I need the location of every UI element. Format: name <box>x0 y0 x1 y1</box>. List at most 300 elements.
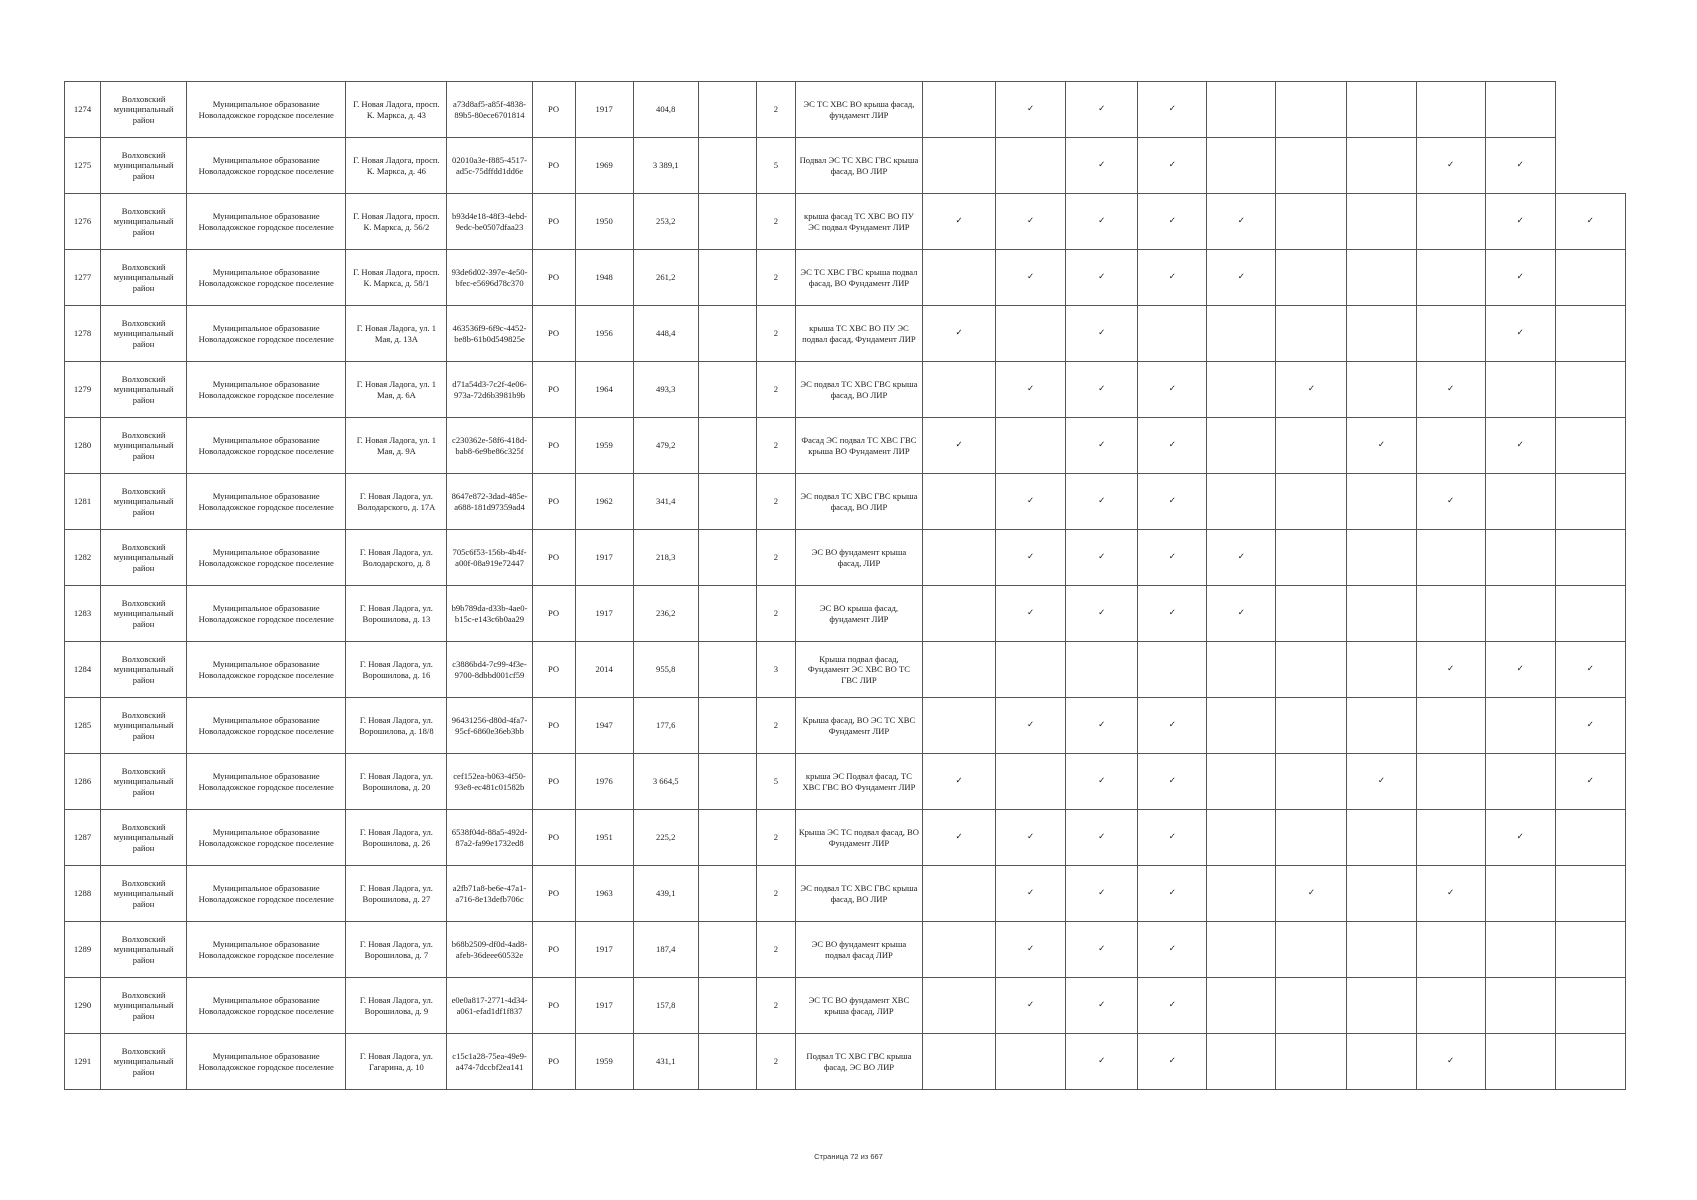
municipality-cell: Муниципальное образование Новоладожское городское поселение <box>187 866 346 922</box>
district-cell: Волховский муниципальный район <box>101 418 187 474</box>
checkmark-icon: ✓ <box>1098 328 1106 339</box>
checkmark-icon: ✓ <box>1307 384 1316 395</box>
checkmark-icon: ✓ <box>1516 440 1524 451</box>
checkmark-icon: ✓ <box>1168 160 1176 171</box>
district-cell: Волховский муниципальный район <box>101 82 187 138</box>
ownership-cell: РО <box>532 978 575 1034</box>
work-check-cell-9 <box>1485 82 1555 138</box>
work-check-cell-2 <box>996 530 1066 586</box>
checkmark-icon: ✓ <box>955 440 963 451</box>
work-check-cell-7 <box>1347 418 1416 474</box>
work-check-cell-8 <box>1416 474 1485 530</box>
work-check-cell-5 <box>1207 586 1276 642</box>
work-check-cell-4 <box>1138 922 1207 978</box>
works-cell: Крыша подвал фасад, Фундамент ЭС ХВС ВО ТС ГВС ЛИР <box>795 642 922 698</box>
work-check-cell-1 <box>923 194 996 250</box>
work-check-cell-4 <box>1138 866 1207 922</box>
row-number: 1290 <box>65 978 101 1034</box>
table-row <box>65 362 1626 418</box>
row-number: 1281 <box>65 474 101 530</box>
checkmark-icon: ✓ <box>1168 104 1176 115</box>
work-check-cell-10 <box>1555 306 1625 362</box>
work-check-cell-7 <box>1347 530 1416 586</box>
municipality-cell: Муниципальное образование Новоладожское городское поселение <box>187 250 346 306</box>
year-cell: 2014 <box>575 642 633 698</box>
work-check-cell-3 <box>1066 698 1138 754</box>
work-check-cell-4 <box>1138 306 1207 362</box>
work-check-cell-8 <box>1416 530 1485 586</box>
floors-cell: 2 <box>756 810 795 866</box>
work-check-cell-7 <box>1347 474 1416 530</box>
work-check-cell-1 <box>923 306 996 362</box>
building-id-cell: c15c1a28-75ea-49e9-a474-7dccbf2ea141 <box>447 1034 532 1090</box>
work-check-cell-9 <box>1485 194 1555 250</box>
table-row <box>65 418 1626 474</box>
checkmark-icon: ✓ <box>1447 160 1455 171</box>
work-check-cell-10 <box>1555 530 1625 586</box>
work-check-cell-4 <box>1138 642 1207 698</box>
area-cell: 261,2 <box>633 250 698 306</box>
work-check-cell-8 <box>1416 586 1485 642</box>
area-cell: 157,8 <box>633 978 698 1034</box>
checkmark-icon: ✓ <box>1027 888 1035 899</box>
checkmark-icon: ✓ <box>1168 552 1176 563</box>
table-row <box>65 866 1626 922</box>
works-cell: ЭС подвал ТС ХВС ГВС крыша фасад, ВО ЛИР <box>795 866 922 922</box>
work-check-cell-3 <box>1066 82 1138 138</box>
building-id-cell: a73d8af5-a85f-4838-89b5-80ece6701814 <box>447 82 532 138</box>
work-check-cell-7 <box>1347 194 1416 250</box>
area-cell: 253,2 <box>633 194 698 250</box>
empty-cell <box>698 530 756 586</box>
checkmark-icon: ✓ <box>1098 776 1106 787</box>
building-id-cell: 8647e872-3dad-485e-a688-181d97359ad4 <box>447 474 532 530</box>
register-table <box>64 81 1626 1090</box>
work-check-cell-4 <box>1138 810 1207 866</box>
work-check-cell-6 <box>1276 1034 1347 1090</box>
work-check-cell-9 <box>1485 474 1555 530</box>
row-number: 1276 <box>65 194 101 250</box>
municipality-cell: Муниципальное образование Новоладожское городское поселение <box>187 642 346 698</box>
works-cell: Подвал ТС ХВС ГВС крыша фасад, ЭС ВО ЛИР <box>795 1034 922 1090</box>
work-check-cell-4 <box>1138 82 1207 138</box>
checkmark-icon: ✓ <box>1516 160 1524 171</box>
checkmark-icon: ✓ <box>1168 776 1176 787</box>
address-cell: Г. Новая Ладога, ул. 1 Мая, д. 6А <box>346 362 447 418</box>
work-check-cell-9 <box>1485 810 1555 866</box>
works-cell: Крыша ЭС ТС подвал фасад, ВО Фундамент ЛИР <box>795 810 922 866</box>
ownership-cell: РО <box>532 362 575 418</box>
work-check-cell-10 <box>1555 194 1625 250</box>
work-check-cell-6 <box>1276 922 1347 978</box>
work-check-cell-10 <box>1555 866 1625 922</box>
table-row <box>65 530 1626 586</box>
work-check-cell-7 <box>1347 82 1416 138</box>
floors-cell: 2 <box>756 250 795 306</box>
work-check-cell-3 <box>1066 194 1138 250</box>
district-cell: Волховский муниципальный район <box>101 194 187 250</box>
work-check-cell-1 <box>923 586 996 642</box>
work-check-cell-6 <box>1276 810 1347 866</box>
work-check-cell-9 <box>1485 586 1555 642</box>
work-check-cell-7 <box>1347 698 1416 754</box>
checkmark-icon: ✓ <box>1027 384 1035 395</box>
work-check-cell-2 <box>996 194 1066 250</box>
address-cell: Г. Новая Ладога, ул. Володарского, д. 17А <box>346 474 447 530</box>
work-check-cell-1 <box>923 922 996 978</box>
work-check-cell-10 <box>1555 250 1625 306</box>
building-id-cell: b93d4e18-48f3-4ebd-9edc-be0507dfaa23 <box>447 194 532 250</box>
work-check-cell-10 <box>1555 978 1625 1034</box>
municipality-cell: Муниципальное образование Новоладожское городское поселение <box>187 1034 346 1090</box>
address-cell: Г. Новая Ладога, просп. К. Маркса, д. 58/1 <box>346 250 447 306</box>
work-check-cell-8 <box>1416 978 1485 1034</box>
floors-cell: 2 <box>756 1034 795 1090</box>
checkmark-icon: ✓ <box>1168 384 1176 395</box>
checkmark-icon: ✓ <box>1168 720 1176 731</box>
empty-cell <box>698 810 756 866</box>
work-check-cell-4 <box>1138 586 1207 642</box>
checkmark-icon: ✓ <box>1168 216 1176 227</box>
work-check-cell-6 <box>1276 138 1347 194</box>
area-cell: 955,8 <box>633 642 698 698</box>
table-row <box>65 138 1626 194</box>
row-number: 1279 <box>65 362 101 418</box>
floors-cell: 2 <box>756 82 795 138</box>
work-check-cell-3 <box>1066 754 1138 810</box>
municipality-cell: Муниципальное образование Новоладожское городское поселение <box>187 754 346 810</box>
checkmark-icon: ✓ <box>1098 272 1106 283</box>
floors-cell: 2 <box>756 530 795 586</box>
work-check-cell-7 <box>1347 1034 1416 1090</box>
work-check-cell-9 <box>1485 418 1555 474</box>
ownership-cell: РО <box>532 754 575 810</box>
address-cell: Г. Новая Ладога, ул. Ворошилова, д. 27 <box>346 866 447 922</box>
work-check-cell-7 <box>1347 978 1416 1034</box>
checkmark-icon: ✓ <box>1027 216 1035 227</box>
checkmark-icon: ✓ <box>1098 720 1106 731</box>
work-check-cell-5 <box>1207 138 1276 194</box>
table-row <box>65 642 1626 698</box>
checkmark-icon: ✓ <box>1027 552 1035 563</box>
year-cell: 1964 <box>575 362 633 418</box>
floors-cell: 2 <box>756 698 795 754</box>
work-check-cell-7 <box>1347 586 1416 642</box>
checkmark-icon: ✓ <box>1516 216 1524 227</box>
work-check-cell-1 <box>923 82 996 138</box>
work-check-cell-4 <box>1138 138 1207 194</box>
work-check-cell-1 <box>923 1034 996 1090</box>
checkmark-icon: ✓ <box>1168 1000 1176 1011</box>
checkmark-icon: ✓ <box>1098 552 1106 563</box>
checkmark-icon: ✓ <box>1586 664 1594 675</box>
address-cell: Г. Новая Ладога, ул. 1 Мая, д. 13А <box>346 306 447 362</box>
work-check-cell-4 <box>1138 1034 1207 1090</box>
work-check-cell-9 <box>1485 1034 1555 1090</box>
empty-cell <box>698 586 756 642</box>
district-cell: Волховский муниципальный район <box>101 530 187 586</box>
work-check-cell-6 <box>1276 474 1347 530</box>
work-check-cell-2 <box>996 82 1066 138</box>
floors-cell: 2 <box>756 362 795 418</box>
work-check-cell-3 <box>1066 418 1138 474</box>
work-check-cell-9 <box>1485 698 1555 754</box>
area-cell: 3 664,5 <box>633 754 698 810</box>
work-check-cell-2 <box>996 418 1066 474</box>
municipality-cell: Муниципальное образование Новоладожское городское поселение <box>187 418 346 474</box>
checkmark-icon: ✓ <box>1377 440 1386 451</box>
district-cell: Волховский муниципальный район <box>101 978 187 1034</box>
area-cell: 3 389,1 <box>633 138 698 194</box>
work-check-cell-8 <box>1416 362 1485 418</box>
work-check-cell-10 <box>1555 474 1625 530</box>
building-id-cell: cef152ea-b063-4f50-93e8-ec481c01582b <box>447 754 532 810</box>
municipality-cell: Муниципальное образование Новоладожское городское поселение <box>187 138 346 194</box>
building-id-cell: d71a54d3-7c2f-4e06-973a-72d6b3981b9b <box>447 362 532 418</box>
work-check-cell-2 <box>996 138 1066 194</box>
work-check-cell-4 <box>1138 474 1207 530</box>
year-cell: 1947 <box>575 698 633 754</box>
floors-cell: 2 <box>756 978 795 1034</box>
municipality-cell: Муниципальное образование Новоладожское городское поселение <box>187 474 346 530</box>
work-check-cell-2 <box>996 306 1066 362</box>
floors-cell: 2 <box>756 306 795 362</box>
checkmark-icon: ✓ <box>1516 272 1524 283</box>
checkmark-icon: ✓ <box>1168 608 1176 619</box>
work-check-cell-8 <box>1416 810 1485 866</box>
work-check-cell-1 <box>923 866 996 922</box>
building-id-cell: 96431256-d80d-4fa7-95cf-6860e36eb3bb <box>447 698 532 754</box>
works-cell: Фасад ЭС подвал ТС ХВС ГВС крыша ВО Фундамент ЛИР <box>795 418 922 474</box>
building-id-cell: 463536f9-6f9c-4452-be8b-61b0d549825e <box>447 306 532 362</box>
work-check-cell-5 <box>1207 474 1276 530</box>
checkmark-icon: ✓ <box>1098 1000 1106 1011</box>
works-cell: крыша фасад ТС ХВС ВО ПУ ЭС подвал Фундамент ЛИР <box>795 194 922 250</box>
area-cell: 187,4 <box>633 922 698 978</box>
ownership-cell: РО <box>532 698 575 754</box>
year-cell: 1917 <box>575 82 633 138</box>
work-check-cell-1 <box>923 642 996 698</box>
work-check-cell-10 <box>1555 698 1625 754</box>
work-check-cell-4 <box>1138 194 1207 250</box>
floors-cell: 2 <box>756 474 795 530</box>
work-check-cell-8 <box>1416 698 1485 754</box>
table-row <box>65 978 1626 1034</box>
work-check-cell-6 <box>1276 978 1347 1034</box>
ownership-cell: РО <box>532 250 575 306</box>
work-check-cell-3 <box>1066 922 1138 978</box>
year-cell: 1969 <box>575 138 633 194</box>
checkmark-icon: ✓ <box>1447 888 1455 899</box>
ownership-cell: РО <box>532 306 575 362</box>
checkmark-icon: ✓ <box>1098 1056 1106 1067</box>
table-row <box>65 1034 1626 1090</box>
work-check-cell-3 <box>1066 474 1138 530</box>
work-check-cell-5 <box>1207 866 1276 922</box>
table-row <box>65 306 1626 362</box>
area-cell: 479,2 <box>633 418 698 474</box>
floors-cell: 5 <box>756 138 795 194</box>
municipality-cell: Муниципальное образование Новоладожское городское поселение <box>187 586 346 642</box>
work-check-cell-8 <box>1416 306 1485 362</box>
work-check-cell-4 <box>1138 754 1207 810</box>
work-check-cell-5 <box>1207 810 1276 866</box>
work-check-cell-9 <box>1485 642 1555 698</box>
table-row <box>65 474 1626 530</box>
work-check-cell-2 <box>996 698 1066 754</box>
work-check-cell-8 <box>1416 250 1485 306</box>
empty-cell <box>698 866 756 922</box>
checkmark-icon: ✓ <box>1168 440 1176 451</box>
checkmark-icon: ✓ <box>1098 608 1106 619</box>
checkmark-icon: ✓ <box>1027 608 1035 619</box>
work-check-cell-4 <box>1138 418 1207 474</box>
work-check-cell-1 <box>923 138 996 194</box>
work-check-cell-3 <box>1066 586 1138 642</box>
checkmark-icon: ✓ <box>1027 944 1035 955</box>
checkmark-icon: ✓ <box>1237 552 1245 563</box>
area-cell: 341,4 <box>633 474 698 530</box>
work-check-cell-2 <box>996 474 1066 530</box>
year-cell: 1956 <box>575 306 633 362</box>
year-cell: 1917 <box>575 978 633 1034</box>
checkmark-icon: ✓ <box>1516 328 1524 339</box>
table-row <box>65 754 1626 810</box>
year-cell: 1963 <box>575 866 633 922</box>
row-number: 1291 <box>65 1034 101 1090</box>
empty-cell <box>698 978 756 1034</box>
address-cell: Г. Новая Ладога, ул. Володарского, д. 8 <box>346 530 447 586</box>
area-cell: 225,2 <box>633 810 698 866</box>
work-check-cell-6 <box>1276 754 1347 810</box>
work-check-cell-2 <box>996 978 1066 1034</box>
work-check-cell-10 <box>1555 418 1625 474</box>
checkmark-icon: ✓ <box>1027 496 1035 507</box>
checkmark-icon: ✓ <box>955 328 963 339</box>
work-check-cell-8 <box>1416 82 1485 138</box>
row-number: 1285 <box>65 698 101 754</box>
work-check-cell-4 <box>1138 362 1207 418</box>
work-check-cell-10 <box>1555 642 1625 698</box>
table-row <box>65 810 1626 866</box>
work-check-cell-8 <box>1416 138 1485 194</box>
district-cell: Волховский муниципальный район <box>101 250 187 306</box>
page-number: Страница 72 из 667 <box>814 1152 883 1161</box>
area-cell: 439,1 <box>633 866 698 922</box>
work-check-cell-5 <box>1207 642 1276 698</box>
checkmark-icon: ✓ <box>1098 440 1106 451</box>
work-check-cell-5 <box>1207 978 1276 1034</box>
municipality-cell: Муниципальное образование Новоладожское городское поселение <box>187 82 346 138</box>
work-check-cell-10 <box>1555 922 1625 978</box>
checkmark-icon: ✓ <box>1098 496 1106 507</box>
empty-cell <box>698 194 756 250</box>
work-check-cell-5 <box>1207 250 1276 306</box>
work-check-cell-5 <box>1207 306 1276 362</box>
area-cell: 218,3 <box>633 530 698 586</box>
checkmark-icon: ✓ <box>955 832 963 843</box>
work-check-cell-9 <box>1485 306 1555 362</box>
empty-cell <box>698 82 756 138</box>
building-id-cell: e0e0a817-2771-4d34-a061-efad1df1f837 <box>447 978 532 1034</box>
ownership-cell: РО <box>532 866 575 922</box>
work-check-cell-1 <box>923 418 996 474</box>
work-check-cell-5 <box>1207 82 1276 138</box>
empty-cell <box>698 362 756 418</box>
district-cell: Волховский муниципальный район <box>101 866 187 922</box>
building-id-cell: 6538f04d-88a5-492d-87a2-fa99e1732ed8 <box>447 810 532 866</box>
table-row <box>65 194 1626 250</box>
checkmark-icon: ✓ <box>1447 384 1455 395</box>
work-check-cell-3 <box>1066 1034 1138 1090</box>
floors-cell: 2 <box>756 418 795 474</box>
work-check-cell-4 <box>1138 250 1207 306</box>
work-check-cell-9 <box>1485 754 1555 810</box>
row-number: 1275 <box>65 138 101 194</box>
work-check-cell-1 <box>923 474 996 530</box>
empty-cell <box>698 1034 756 1090</box>
building-id-cell: c230362e-58f6-418d-bab8-6e9be86c325f <box>447 418 532 474</box>
work-check-cell-6 <box>1276 586 1347 642</box>
building-id-cell: c3886bd4-7c99-4f3e-9700-8dbbd001cf59 <box>447 642 532 698</box>
district-cell: Волховский муниципальный район <box>101 362 187 418</box>
work-check-cell-2 <box>996 866 1066 922</box>
works-cell: Крыша фасад, ВО ЭС ТС ХВС Фундамент ЛИР <box>795 698 922 754</box>
work-check-cell-3 <box>1066 306 1138 362</box>
address-cell: Г. Новая Ладога, ул. Ворошилова, д. 16 <box>346 642 447 698</box>
row-number: 1277 <box>65 250 101 306</box>
municipality-cell: Муниципальное образование Новоладожское городское поселение <box>187 530 346 586</box>
table-row <box>65 250 1626 306</box>
address-cell: Г. Новая Ладога, ул. Гагарина, д. 10 <box>346 1034 447 1090</box>
district-cell: Волховский муниципальный район <box>101 698 187 754</box>
address-cell: Г. Новая Ладога, ул. Ворошилова, д. 7 <box>346 922 447 978</box>
address-cell: Г. Новая Ладога, ул. Ворошилова, д. 26 <box>346 810 447 866</box>
floors-cell: 2 <box>756 194 795 250</box>
checkmark-icon: ✓ <box>1168 496 1176 507</box>
work-check-cell-3 <box>1066 530 1138 586</box>
floors-cell: 3 <box>756 642 795 698</box>
checkmark-icon: ✓ <box>1098 888 1106 899</box>
work-check-cell-1 <box>923 530 996 586</box>
works-cell: Подвал ЭС ТС ХВС ГВС крыша фасад, ВО ЛИР <box>795 138 922 194</box>
district-cell: Волховский муниципальный район <box>101 922 187 978</box>
checkmark-icon: ✓ <box>1586 216 1594 227</box>
works-cell: ЭС ВО фундамент крыша подвал фасад ЛИР <box>795 922 922 978</box>
work-check-cell-2 <box>996 362 1066 418</box>
year-cell: 1917 <box>575 922 633 978</box>
work-check-cell-2 <box>996 1034 1066 1090</box>
work-check-cell-7 <box>1347 866 1416 922</box>
district-cell: Волховский муниципальный район <box>101 642 187 698</box>
work-check-cell-6 <box>1276 306 1347 362</box>
area-cell: 431,1 <box>633 1034 698 1090</box>
work-check-cell-5 <box>1207 1034 1276 1090</box>
checkmark-icon: ✓ <box>1168 832 1176 843</box>
municipality-cell: Муниципальное образование Новоладожское городское поселение <box>187 306 346 362</box>
work-check-cell-10 <box>1555 810 1625 866</box>
work-check-cell-3 <box>1066 138 1138 194</box>
empty-cell <box>698 306 756 362</box>
work-check-cell-9 <box>1485 978 1555 1034</box>
ownership-cell: РО <box>532 194 575 250</box>
checkmark-icon: ✓ <box>1586 776 1594 787</box>
work-check-cell-2 <box>996 250 1066 306</box>
checkmark-icon: ✓ <box>1447 1056 1455 1067</box>
work-check-cell-1 <box>923 810 996 866</box>
ownership-cell: РО <box>532 474 575 530</box>
checkmark-icon: ✓ <box>1168 1056 1176 1067</box>
